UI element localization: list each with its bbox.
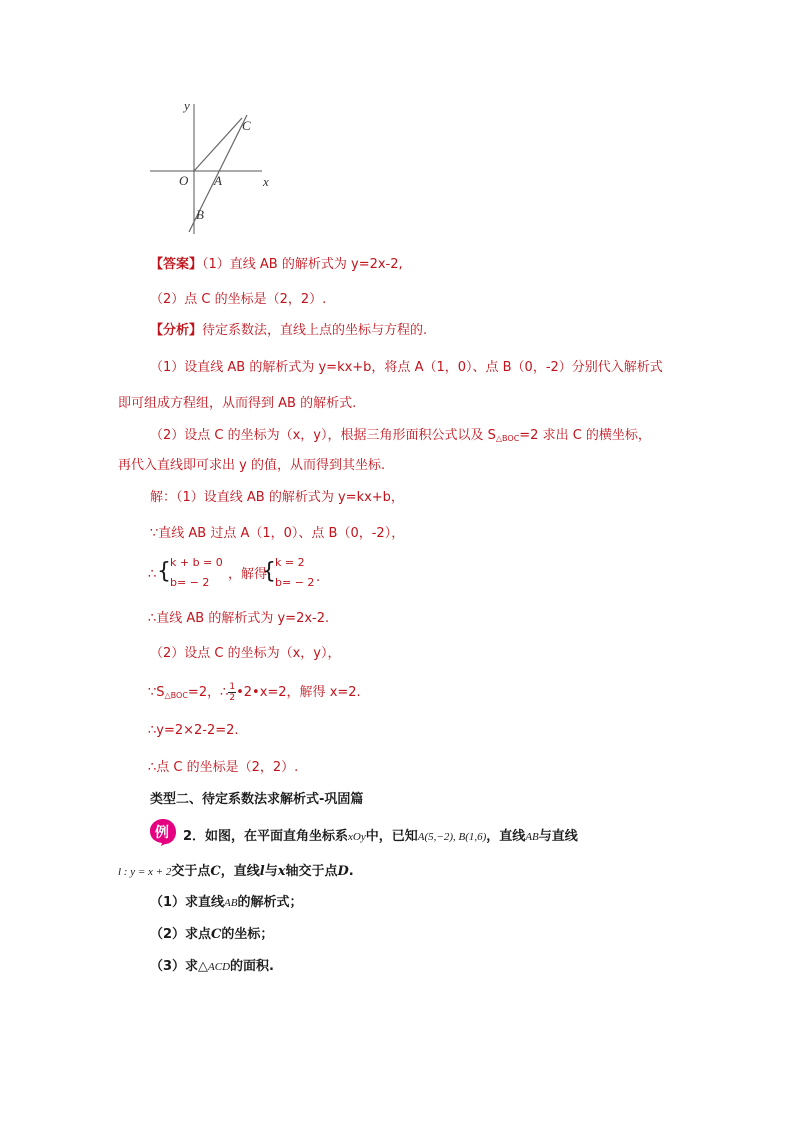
coordinate-diagram <box>140 90 290 240</box>
analysis-line <box>150 323 427 339</box>
solution-s2: ∵直线 AB 过点 A（1，0）、点 B（0，-2）， <box>150 526 405 541</box>
eq1-bot: b= − 2 <box>170 576 210 589</box>
s6-pre: ∵S <box>148 685 165 700</box>
q1-b: 的解析式； <box>237 895 303 910</box>
example-line-1 <box>183 829 578 845</box>
analysis-p2a <box>150 428 651 447</box>
s6-post: •2•x=2，解得 x=2. <box>236 685 361 700</box>
fraction-half <box>228 682 236 703</box>
s6-mid: =2，∴ <box>187 685 229 700</box>
question-3 <box>150 959 274 975</box>
analysis-p1a: （1）设直线 AB 的解析式为 y=kx+b，将点 A（1，0）、点 B（0，-2）分别代入解析式 <box>150 360 663 375</box>
analysis-p1b: 即可组成方程组，从而得到 AB 的解析式. <box>118 396 357 411</box>
solution-s7: ∴y=2×2-2=2. <box>148 723 239 738</box>
ex-xoy: xOy <box>348 831 366 843</box>
eq1-top: k + b = 0 <box>170 556 223 569</box>
answer-text-1: （1）直线 AB 的解析式为 y=2x-2, <box>202 257 403 272</box>
question-2 <box>150 927 273 943</box>
ex-l1-d: 与直线 <box>538 829 578 844</box>
example-badge-icon <box>148 817 178 847</box>
ex-d: D <box>337 864 349 879</box>
section-heading: 类型二、待定系数法求解析式-巩固篇 <box>150 792 364 807</box>
label-b: B <box>196 207 204 222</box>
q2-a: （2）求点 <box>150 927 212 942</box>
line-oc <box>194 118 242 171</box>
label-a: A <box>214 173 222 188</box>
q1-a: （1）求直线 <box>150 895 225 910</box>
q2-b: 的坐标； <box>221 927 274 942</box>
example-badge-text: 例 <box>155 825 169 841</box>
q1-ab: AB <box>224 897 238 909</box>
ex-l1-a: 2．如图，在平面直角坐标系 <box>183 829 349 844</box>
label-o: O <box>179 173 189 188</box>
q3-b: 的面积. <box>230 959 274 974</box>
ex-l2-end: . <box>348 864 354 879</box>
label-c: C <box>242 118 251 133</box>
ex-l2-a: 交于点 <box>171 864 211 879</box>
analysis-tag: 【分析】 <box>150 323 203 338</box>
ex-x: x <box>277 864 286 879</box>
ex-l2-d: 轴交于点 <box>285 864 338 879</box>
ex-ab: AB <box>525 831 539 843</box>
analysis-p2a-post: =2 求出 C 的横坐标， <box>519 428 651 443</box>
analysis-p2a-pre: （2）设点 C 的坐标为（x，y），根据三角形面积公式以及 S <box>150 428 496 443</box>
brace-2: { <box>262 559 276 584</box>
ex-points: A(5,−2), B(1,6) <box>417 831 487 843</box>
example-line-2 <box>118 864 354 880</box>
brace-1: { <box>157 559 171 584</box>
ex-line-l: l : y = x + 2 <box>118 866 172 878</box>
label-y: y <box>184 98 190 113</box>
label-x: x <box>263 174 269 189</box>
frac-den: 2 <box>229 693 236 703</box>
q2-c: C <box>211 927 222 942</box>
q3-a: （3）求△ <box>150 959 209 974</box>
solution-s3-mid: ，解得 <box>228 567 268 582</box>
answer-line-2: （2）点 C 的坐标是（2，2）. <box>150 292 327 307</box>
analysis-text: 待定系数法，直线上点的坐标与方程的. <box>202 323 428 338</box>
solution-s8: ∴点 C 的坐标是（2，2）. <box>148 760 299 775</box>
ex-c: C <box>210 864 221 879</box>
solution-s3-end: . <box>316 570 321 585</box>
solution-s1: 解：（1）设直线 AB 的解析式为 y=kx+b， <box>150 490 404 505</box>
ex-l2-c2: 与 <box>264 864 278 879</box>
ex-l2-b: ，直线 <box>220 864 260 879</box>
solution-s3-pre: ∴ <box>148 567 157 582</box>
analysis-p2b: 再代入直线即可求出 y 的值，从而得到其坐标. <box>118 458 386 473</box>
ex-l1-c: ，直线 <box>486 829 526 844</box>
eq2-top: k = 2 <box>275 556 305 569</box>
s6-sub: △BOC <box>164 691 188 700</box>
frac-num: 1 <box>229 682 236 692</box>
question-1 <box>150 895 303 911</box>
solution-s4: ∴直线 AB 的解析式为 y=2x-2. <box>148 611 330 626</box>
q3-acd: ACD <box>208 961 231 973</box>
ex-l1-b: 中，已知 <box>365 829 418 844</box>
solution-s5: （2）设点 C 的坐标为（x，y）， <box>150 646 341 661</box>
ex-l: l <box>259 864 265 879</box>
answer-line-1 <box>150 257 403 273</box>
eq2-bot: b= − 2 <box>275 576 315 589</box>
solution-s6 <box>148 682 361 704</box>
analysis-p2a-sub: △BOC <box>495 434 520 443</box>
answer-tag: 【答案】 <box>150 257 203 272</box>
